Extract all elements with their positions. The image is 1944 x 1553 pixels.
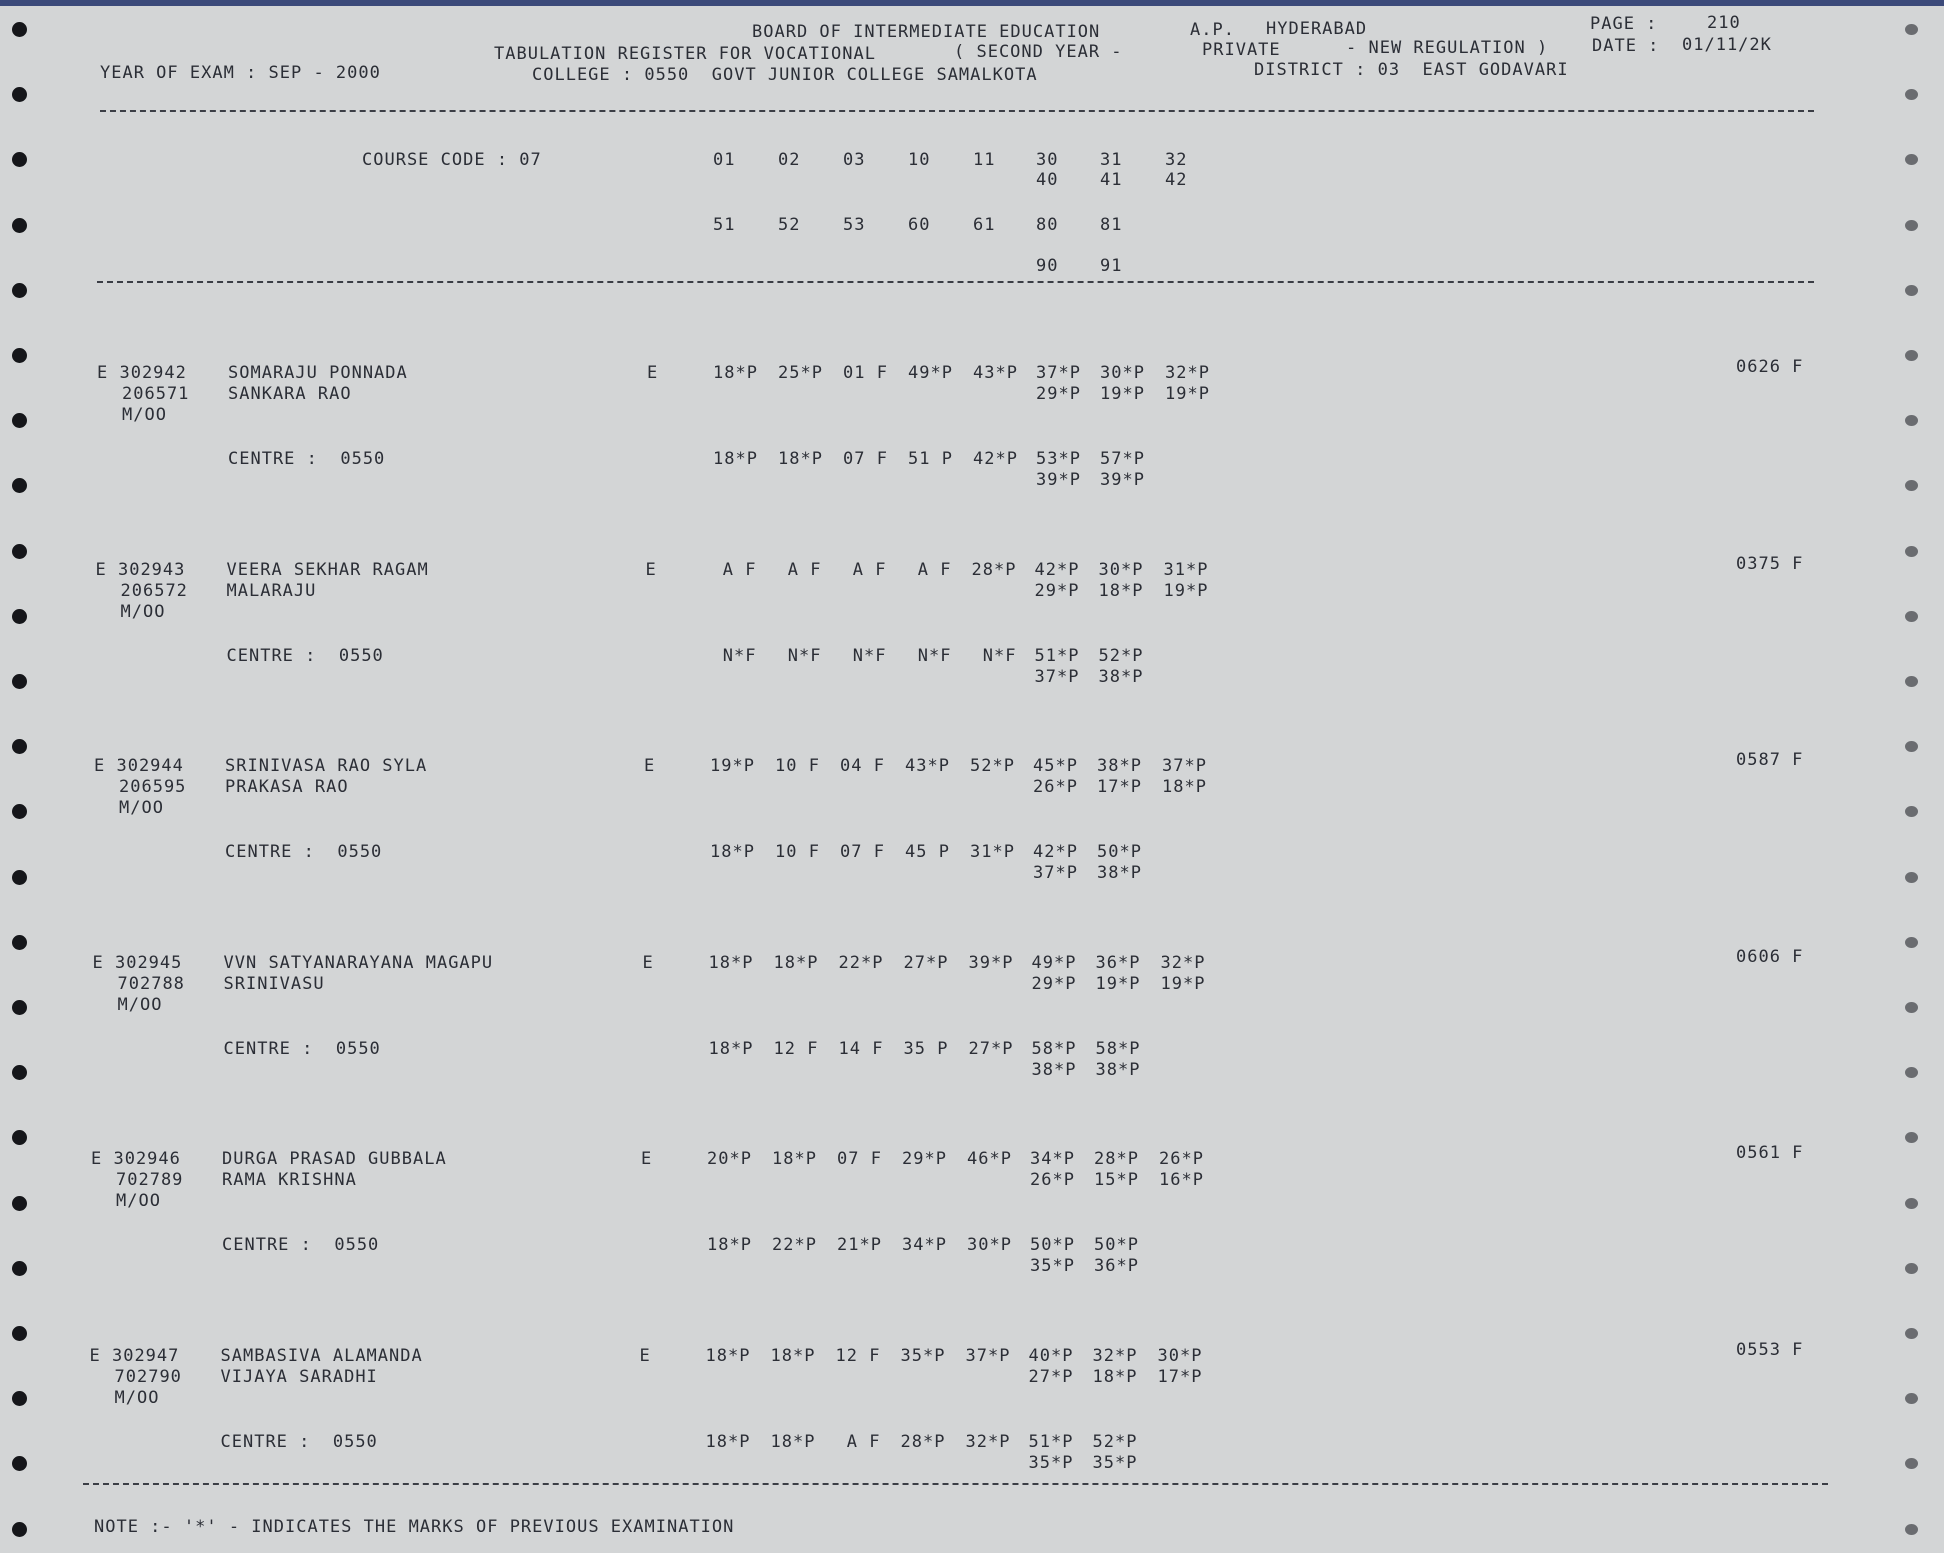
feed-hole [12,348,27,363]
student-record [0,1339,1944,1473]
mark: N*F [711,645,757,666]
mark: 37*P [965,1345,1011,1366]
enrolment-number: E 302946 [91,1149,181,1169]
student-name: VEERA SEKHAR RAGAM [226,559,429,580]
feed-hole [1905,1524,1918,1535]
medium: E [641,1149,653,1169]
feed-hole [12,22,27,37]
subject-code: 41 [1100,170,1123,190]
feed-hole [12,283,27,298]
mark: 18*P [705,1345,751,1366]
subject-code: 51 [713,215,736,235]
subject-code: 31 [1100,150,1123,170]
feed-hole [1905,1328,1918,1339]
mark: 57*P [1100,449,1145,469]
mark: 36*P [1094,1256,1139,1276]
subject-code: 42 [1165,170,1188,190]
mark: 27*P [903,952,949,973]
mark: 38*P [1098,666,1144,687]
mark: 17*P [1097,777,1142,797]
mark: 30*P [967,1235,1012,1255]
parent-name: PRAKASA RAO [225,777,349,797]
mark: 26*P [1033,777,1078,797]
medium: E [645,559,657,580]
city-label: HYDERABAD [1266,19,1368,39]
mark: 43*P [905,756,950,776]
feed-hole [12,544,27,559]
student-name: SRINIVASA RAO SYLA [225,756,428,776]
mark: 50*P [1097,842,1142,862]
mark: 18*P [770,1345,816,1366]
centre-code: CENTRE : 0550 [220,1431,378,1452]
mark: 19*P [1165,384,1210,404]
date-value: 01/11/2K [1682,35,1772,55]
mark: 18*P [1098,580,1144,601]
mark: 22*P [772,1235,817,1255]
mark: 45 P [905,842,950,862]
student-name: VVN SATYANARAYANA MAGAPU [223,952,494,973]
subject-code: 61 [973,215,996,235]
mark: 28*P [900,1431,946,1452]
subject-code: 80 [1036,215,1059,235]
feed-hole [1905,285,1918,296]
parent-name: MALARAJU [226,580,317,601]
mark: 40*P [1028,1345,1074,1366]
mark: 32*P [1092,1345,1138,1366]
centre-code: CENTRE : 0550 [222,1235,380,1255]
mark: 18*P [710,842,755,862]
mark: 49*P [908,363,953,383]
category-code: M/OO [122,405,167,425]
mark: 18*P [772,1149,817,1169]
feed-hole [12,935,27,950]
regulation-label: - NEW REGULATION ) [1346,38,1549,58]
enrolment-number: E 302944 [94,756,184,776]
divider-header [97,281,1814,283]
feed-hole [12,1522,27,1537]
feed-hole [1905,546,1918,557]
medium: E [642,952,654,973]
category-code: M/OO [114,1387,160,1408]
mark: 15*P [1094,1170,1139,1190]
student-record [0,1143,1944,1276]
page-number: 210 [1707,13,1741,33]
mark: 32*P [965,1431,1011,1452]
student-name: SAMBASIVA ALAMANDA [220,1345,423,1366]
register-title: TABULATION REGISTER FOR VOCATIONAL [494,44,876,64]
feed-hole [1905,1132,1918,1143]
mark: 27*P [1028,1366,1074,1387]
mark: 18*P [713,449,758,469]
divider-bottom [83,1483,1828,1485]
mark: 30*P [1098,559,1144,580]
mark: 16*P [1159,1170,1204,1190]
mark: 38*P [1031,1059,1077,1080]
feed-hole [12,87,27,102]
subject-code: 01 [713,150,736,170]
mark: 18*P [1162,777,1207,797]
student-record [0,357,1944,490]
mark: 39*P [968,952,1014,973]
subject-code: 91 [1100,256,1123,276]
feed-hole [1905,676,1918,687]
mark: N*F [776,645,822,666]
hall-ticket-number: 206571 [122,384,190,404]
mark: 18*P [1092,1366,1138,1387]
feed-hole [12,1326,27,1341]
mark: 45*P [1033,756,1078,776]
mark: 51 P [908,449,953,469]
mark: 42*P [1034,559,1080,580]
student-record [0,553,1944,687]
mark: 42*P [973,449,1018,469]
feed-hole [12,152,27,167]
total-result: 0626 F [1736,357,1804,377]
feed-hole [1905,872,1918,883]
mark: 29*P [1036,384,1081,404]
feed-hole [1905,1263,1918,1274]
centre-code: CENTRE : 0550 [225,842,383,862]
hall-ticket-number: 206595 [119,777,187,797]
feed-hole [12,478,27,493]
centre-code: CENTRE : 0550 [228,449,386,469]
centre-code: CENTRE : 0550 [223,1038,381,1059]
parent-name: SRINIVASU [223,973,325,994]
mark: 19*P [1160,973,1206,994]
mark: 19*P [710,756,755,776]
centre-code: CENTRE : 0550 [226,645,384,666]
medium: E [647,363,659,383]
mark: 32*P [1160,952,1206,973]
category-code: M/OO [120,601,166,622]
mark: 38*P [1097,863,1142,883]
mark: N*F [971,645,1017,666]
mark: 53*P [1036,449,1081,469]
subject-code: 30 [1036,150,1059,170]
mark: 18*P [705,1431,751,1452]
mark: 58*P [1095,1038,1141,1059]
feed-hole [12,1456,27,1471]
mark: 51*P [1034,645,1080,666]
mark: 30*P [1157,1345,1203,1366]
mark: A F [776,559,822,580]
mark: 26*P [1030,1170,1075,1190]
mark: 07 F [843,449,888,469]
mark: 18*P [708,952,754,973]
mark: 37*P [1034,666,1080,687]
subject-code: 11 [973,150,996,170]
mark: 39*P [1100,470,1145,490]
mark: 37*P [1033,863,1078,883]
page-label: PAGE : [1590,14,1658,34]
mark: 18*P [778,449,823,469]
feed-hole [1905,937,1918,948]
mark: 38*P [1095,1059,1141,1080]
mark: 18*P [770,1431,816,1452]
parent-name: VIJAYA SARADHI [220,1366,378,1387]
mark: 01 F [843,363,888,383]
mark: 42*P [1033,842,1078,862]
mark: 19*P [1100,384,1145,404]
subject-code: 40 [1036,170,1059,190]
mark: 29*P [1031,973,1077,994]
mark: 50*P [1030,1235,1075,1255]
course-code: COURSE CODE : 07 [362,150,542,170]
mark: 37*P [1036,363,1081,383]
mark: 25*P [778,363,823,383]
mark: A F [711,559,757,580]
enrolment-number: E 302945 [92,952,183,973]
subject-code: 90 [1036,256,1059,276]
category-code: M/OO [117,994,163,1015]
mark: 39*P [1036,470,1081,490]
feed-hole [1905,220,1918,231]
mark: 35*P [1092,1452,1138,1473]
total-result: 0587 F [1736,750,1804,770]
total-result: 0553 F [1736,1339,1804,1360]
parent-name: SANKARA RAO [228,384,352,404]
mark: 43*P [973,363,1018,383]
feed-hole [1905,89,1918,100]
hall-ticket-number: 206572 [120,580,188,601]
mark: 07 F [837,1149,882,1169]
mark: 30*P [1100,363,1145,383]
mark: 34*P [1030,1149,1075,1169]
mark: 18*P [707,1235,752,1255]
enrolment-number: E 302942 [97,363,187,383]
feed-hole [1905,154,1918,165]
mark: 58*P [1031,1038,1077,1059]
parent-name: RAMA KRISHNA [222,1170,357,1190]
mark: 19*P [1095,973,1141,994]
feed-hole [1905,1458,1918,1469]
feed-hole [12,870,27,885]
mark: A F [906,559,952,580]
feed-hole [12,1065,27,1080]
mark: 27*P [968,1038,1014,1059]
divider-top [100,110,1814,112]
mark: 52*P [1092,1431,1138,1452]
mark: 20*P [707,1149,752,1169]
date-label: DATE : [1592,36,1660,56]
mark: A F [841,559,887,580]
mark: N*F [906,645,952,666]
mark: 12 F [835,1345,881,1366]
mark: 12 F [773,1038,819,1059]
mark: 31*P [970,842,1015,862]
feed-hole [1905,350,1918,361]
top-edge [0,0,1944,6]
district-line: DISTRICT : 03 EAST GODAVARI [1254,60,1569,80]
student-record [0,750,1944,883]
mark: 19*P [1163,580,1209,601]
medium: E [644,756,656,776]
total-result: 0606 F [1736,946,1804,967]
mark: 36*P [1095,952,1141,973]
private-label: PRIVATE [1202,40,1281,60]
feed-hole [1905,741,1918,752]
mark: 35 P [903,1038,949,1059]
subject-code: 52 [778,215,801,235]
state-label: A.P. [1190,20,1235,40]
mark: 31*P [1163,559,1209,580]
mark: 46*P [967,1149,1012,1169]
student-record [0,946,1944,1080]
mark: 50*P [1094,1235,1139,1255]
feed-hole [1905,480,1918,491]
subject-code: 60 [908,215,931,235]
mark: 18*P [713,363,758,383]
enrolment-number: E 302943 [95,559,186,580]
feed-hole [12,739,27,754]
mark: 49*P [1031,952,1077,973]
mark: 14 F [838,1038,884,1059]
student-name: DURGA PRASAD GUBBALA [222,1149,447,1169]
mark: 35*P [1028,1452,1074,1473]
mark: 32*P [1165,363,1210,383]
mark: 17*P [1157,1366,1203,1387]
mark: 38*P [1097,756,1142,776]
mark: 35*P [1030,1256,1075,1276]
total-result: 0375 F [1736,553,1804,574]
mark: 51*P [1028,1431,1074,1452]
year-part: ( SECOND YEAR - [954,42,1123,62]
mark: 04 F [840,756,885,776]
subject-code: 02 [778,150,801,170]
mark: 18*P [773,952,819,973]
subject-code: 53 [843,215,866,235]
mark: 10 F [775,756,820,776]
mark: 29*P [1034,580,1080,601]
subject-code: 03 [843,150,866,170]
subject-code: 81 [1100,215,1123,235]
mark: 52*P [970,756,1015,776]
feed-hole [1905,1067,1918,1078]
mark: N*F [841,645,887,666]
mark: 07 F [840,842,885,862]
mark: A F [835,1431,881,1452]
mark: 37*P [1162,756,1207,776]
mark: 35*P [900,1345,946,1366]
mark: 22*P [838,952,884,973]
total-result: 0561 F [1736,1143,1804,1163]
category-code: M/OO [116,1191,161,1211]
mark: 10 F [775,842,820,862]
mark: 28*P [971,559,1017,580]
subject-code: 32 [1165,150,1188,170]
student-name: SOMARAJU PONNADA [228,363,408,383]
year-of-exam: YEAR OF EXAM : SEP - 2000 [100,63,381,83]
feed-hole [12,218,27,233]
mark: 21*P [837,1235,882,1255]
enrolment-number: E 302947 [89,1345,180,1366]
mark: 29*P [902,1149,947,1169]
mark: 34*P [902,1235,947,1255]
category-code: M/OO [119,798,164,818]
footnote: NOTE :- '*' - INDICATES THE MARKS OF PREVIOUS EXAMINATION [94,1517,735,1537]
mark: 52*P [1098,645,1144,666]
feed-hole [12,674,27,689]
feed-hole [12,1130,27,1145]
mark: 28*P [1094,1149,1139,1169]
medium: E [639,1345,651,1366]
hall-ticket-number: 702788 [117,973,185,994]
board-title: BOARD OF INTERMEDIATE EDUCATION [752,22,1101,42]
feed-hole [1905,24,1918,35]
hall-ticket-number: 702790 [114,1366,182,1387]
subject-code: 10 [908,150,931,170]
college-line: COLLEGE : 0550 GOVT JUNIOR COLLEGE SAMALKOTA [532,65,1038,85]
feed-hole [12,1261,27,1276]
hall-ticket-number: 702789 [116,1170,184,1190]
mark: 26*P [1159,1149,1204,1169]
mark: 18*P [708,1038,754,1059]
